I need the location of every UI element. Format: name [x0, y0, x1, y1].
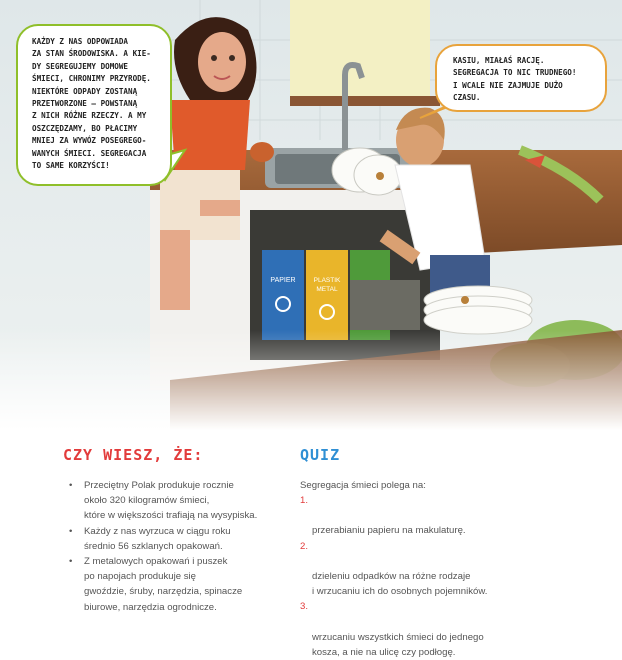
- quiz-option-text: przerabianiu papieru na makulaturę.: [312, 525, 466, 537]
- quiz-option-1[interactable]: [300, 493, 530, 539]
- fact-item: • Przeciętny Polak produkuje rocznie około 320 kilogramów śmieci, które w większości trafiają na wysypiska.: [64, 478, 274, 524]
- scene-fade: [0, 330, 622, 430]
- bin-plastik-label: PLASTIK: [313, 277, 341, 284]
- boy-speech-bubble: KASIU, MIAŁAŚ RACJĘ. SEGREGACJA TO NIC TRUDNEGO! I WCALE NIE ZAJMUJE DUŻO CZASU.: [435, 44, 607, 112]
- quiz-question: Segregacja śmieci polega na:: [300, 480, 426, 491]
- quiz-heading: QUIZ: [300, 446, 341, 464]
- quiz-option-number: 2.: [300, 540, 309, 552]
- quiz-option-2[interactable]: [300, 539, 530, 600]
- quiz-option-number: 1.: [300, 495, 309, 506]
- window-sill: [290, 96, 440, 106]
- quiz-option-text: dzieleniu odpadków na różne rodzaje i wrzucaniu ich do osobnych pojemników.: [312, 571, 488, 598]
- window: [290, 0, 430, 100]
- quiz-option-number: 3.: [300, 601, 309, 613]
- bin-metal-label: METAL: [316, 286, 338, 293]
- quiz-option-3[interactable]: [300, 599, 530, 660]
- facts-list: [64, 478, 274, 615]
- facts-heading: CZY WIESZ, ŻE:: [63, 446, 204, 464]
- fact-item: • Z metalowych opakowań i puszek po napojach produkuje się gwoździe, śruby, narzędzia, spinacze biurowe, narzędzia ogrodnicze.: [64, 554, 274, 615]
- bin-papier-label: PAPIER: [270, 277, 296, 284]
- mother-speech-bubble: KAŻDY Z NAS ODPOWIADA ZA STAN ŚRODOWISKA. A KIE- DY SEGREGUJEMY DOMOWE ŚMIECI, CHRONIMY PRZYRODĘ. NIEKTÓRE ODPADY ZOSTANĄ PRZETWORZONE – POWSTANĄ Z NICH RÓŻNE RZECZY. A MY OSZCZĘDZAMY, BO PŁACIMY MNIEJ ZA WYWÓZ POSEGREGO- WANYCH ŚMIECI. SEGREGACJA TO SAME KORZYŚCI!: [16, 24, 172, 186]
- plate-stack: [424, 286, 532, 334]
- quiz-option-text: wrzucaniu wszystkich śmieci do jednego kosza, a nie na ulicę czy podłogę.: [312, 631, 484, 659]
- bin-papier: [262, 250, 304, 340]
- quiz-options: [300, 493, 530, 660]
- fact-item: • Każdy z nas wyrzuca w ciągu roku średnio 56 szklanych opakowań.: [64, 524, 274, 554]
- drawer-bin: [350, 280, 420, 330]
- bin-plastik-metal: [306, 250, 348, 340]
